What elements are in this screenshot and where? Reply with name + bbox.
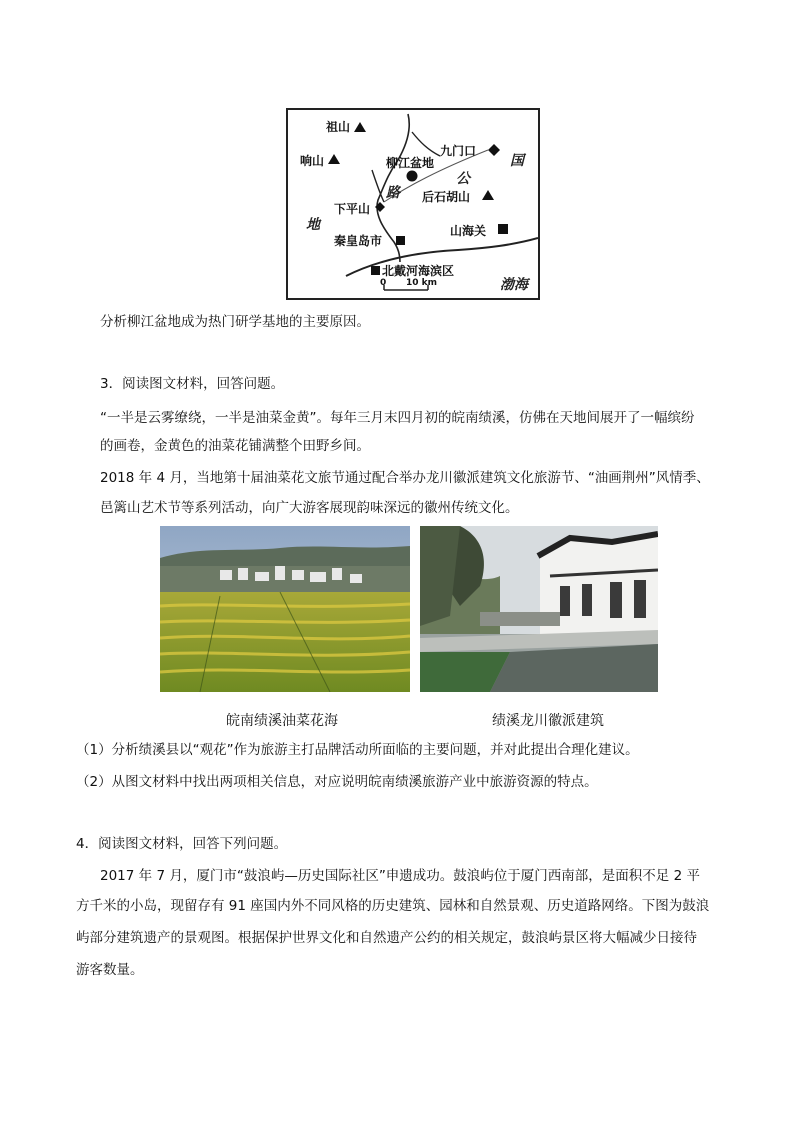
q4-line3: 屿部分建筑遗产的景观图。根据保护世界文化和自然遗产公约的相关规定，鼓浪屿景区将大幅减少日接待	[76, 930, 697, 946]
q3-para2-line2: 邑篱山艺术节等系列活动，向广大游客展现韵味深远的徽州传统文化。	[100, 500, 519, 516]
q3-para1-line1: “一半是云雾缭绕，一半是油菜金黄”。每年三月末四月初的皖南绩溪，仿佛在天地间展开了一幅缤纷	[100, 410, 695, 426]
bohai-label: 渤海	[500, 277, 528, 293]
scale-ten: 10 km	[406, 278, 438, 288]
beidaihe-label: 北戴河海滨区	[382, 264, 455, 278]
di-label: 地	[306, 217, 320, 233]
zushan-label: 祖山	[326, 120, 351, 134]
zushan-marker	[354, 122, 366, 132]
houshihu-label: 后石胡山	[422, 190, 471, 204]
q3-sub2: （2）从图文材料中找出两项相关信息，对应说明皖南绩溪旅游产业中旅游资源的特点。	[76, 774, 598, 790]
caption-huizhou: 绩溪龙川徽派建筑	[492, 713, 604, 729]
lu-label: 路	[386, 185, 400, 201]
liujiang-label: 柳江盆地	[386, 156, 435, 170]
rapeseed-field-photo	[160, 526, 410, 692]
liujiang-marker	[407, 171, 418, 182]
xiangshan-label: 响山	[300, 154, 325, 168]
xiapingshan-label: 下平山	[334, 202, 371, 216]
jiumenkou-marker	[488, 144, 500, 156]
q3-sub1: （1）分析绩溪县以“观花”作为旅游主打品牌活动所面临的主要问题，并对此提出合理化建议。	[76, 742, 639, 758]
q3-heading: 3．阅读图文材料，回答问题。	[100, 376, 285, 392]
q4-line2: 方千米的小岛，现留存有 91 座国内外不同风格的历史建筑、园林和自然景观、历史道路网络。下图为鼓浪	[76, 898, 710, 914]
qinhuangdao-label: 秦皇岛市	[334, 234, 383, 248]
guo-label: 国	[510, 153, 524, 169]
q3-para1-line2: 的画卷，金黄色的油菜花铺满整个田野乡间。	[100, 438, 370, 454]
gong-label: 公	[456, 171, 470, 187]
shanhaiguan-marker	[498, 224, 508, 234]
shanhaiguan-label: 山海关	[450, 224, 487, 238]
beidaihe-marker	[371, 266, 380, 275]
liujiang-map	[286, 108, 540, 300]
jiumenkou-label: 九门口	[440, 144, 477, 158]
huizhou-architecture-photo	[420, 526, 658, 692]
qinhuangdao-marker	[396, 236, 405, 245]
q2-prompt: 分析柳江盆地成为热门研学基地的主要原因。	[100, 314, 370, 330]
q3-para2-line1: 2018 年 4 月，当地第十届油菜花文旅节通过配合举办龙川徽派建筑文化旅游节、“油画荆州”风情季、	[100, 470, 710, 486]
q4-line4: 游客数量。	[76, 962, 144, 978]
q4-line1: 2017 年 7 月，厦门市“鼓浪屿—历史国际社区”申遗成功。鼓浪屿位于厦门西南部，是面积不足 2 平	[100, 868, 700, 884]
houshihu-marker	[482, 190, 494, 200]
q4-heading: 4．阅读图文材料，回答下列问题。	[76, 836, 288, 852]
xiangshan-marker	[328, 154, 340, 164]
caption-rapeseed: 皖南绩溪油菜花海	[226, 713, 338, 729]
scale-zero: 0	[380, 278, 387, 288]
